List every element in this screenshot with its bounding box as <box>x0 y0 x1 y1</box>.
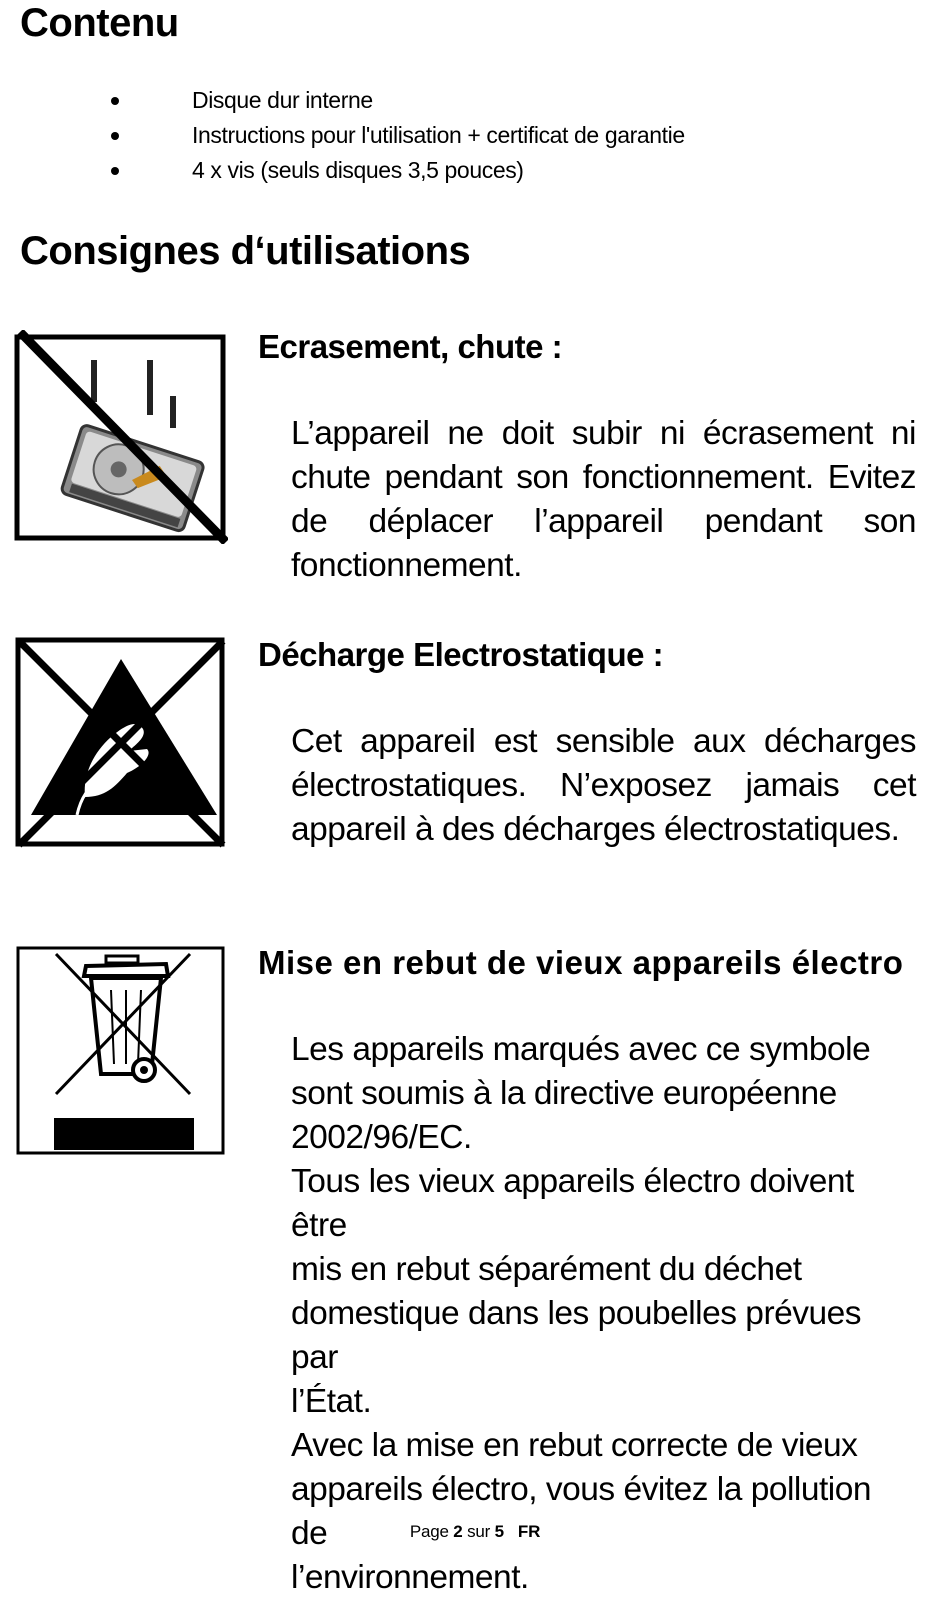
disposal-line: l’environnement. <box>291 1559 529 1596</box>
section-title-esd: Décharge Electrostatique : <box>258 636 664 673</box>
bullet-icon <box>111 97 119 105</box>
disposal-line: 2002/96/EC. <box>291 1119 472 1156</box>
contents-list <box>0 84 950 189</box>
bullet-icon <box>111 167 119 175</box>
disposal-line: sont soumis à la directive européenne <box>291 1075 837 1112</box>
list-item <box>0 119 950 154</box>
disposal-line: Avec la mise en rebut correcte de vieux <box>291 1427 858 1464</box>
list-item-text: 4 x vis (seuls disques 3,5 pouces) <box>192 157 524 183</box>
disposal-line: l’État. <box>291 1383 372 1420</box>
bullet-icon <box>111 132 119 140</box>
disposal-line: Les appareils marqués avec ce symbole <box>291 1031 871 1068</box>
crossed-out-wheelie-bin-icon <box>16 946 226 1156</box>
section-text-esd: Cet appareil est sensible aux décharges électrostatiques. N’exposez jamais cet appareil à des décharges électrostatiques. <box>291 723 916 848</box>
electrostatic-discharge-prohibited-icon <box>15 637 227 849</box>
disposal-line: domestique dans les poubelles prévues par <box>291 1295 861 1376</box>
page-current: 2 <box>453 1522 463 1541</box>
disposal-line: Tous les vieux appareils électro doivent être <box>291 1163 854 1244</box>
disposal-line: mis en rebut séparément du déchet <box>291 1251 802 1288</box>
section-text-crushing: L’appareil ne doit subir ni écrasement ni chute pendant son fonctionnement. Evitez de déplacer l’appareil pendant son fonctionnement. <box>291 415 916 584</box>
disposal-line: appareils électro, vous évitez la pollution de <box>291 1471 871 1552</box>
language-code: FR <box>517 1522 541 1541</box>
list-item <box>0 84 950 119</box>
section-text-disposal <box>291 1028 916 1600</box>
page-label: Page <box>409 1522 449 1541</box>
section-title-crushing: Ecrasement, chute : <box>258 328 563 365</box>
list-item-text: Instructions pour l'utilisation + certificat de garantie <box>192 122 685 148</box>
page-footer <box>0 1521 950 1543</box>
section-title-disposal: Mise en rebut de vieux appareils électro <box>258 944 904 981</box>
contenu-heading: Contenu <box>20 1 179 45</box>
falling-hard-drive-prohibited-icon <box>14 330 228 544</box>
page-total: 5 <box>494 1522 504 1541</box>
consignes-heading: Consignes d‘utilisations <box>20 229 471 273</box>
of-label: sur <box>467 1522 491 1541</box>
list-item <box>0 154 950 189</box>
list-item-text: Disque dur interne <box>192 87 373 113</box>
